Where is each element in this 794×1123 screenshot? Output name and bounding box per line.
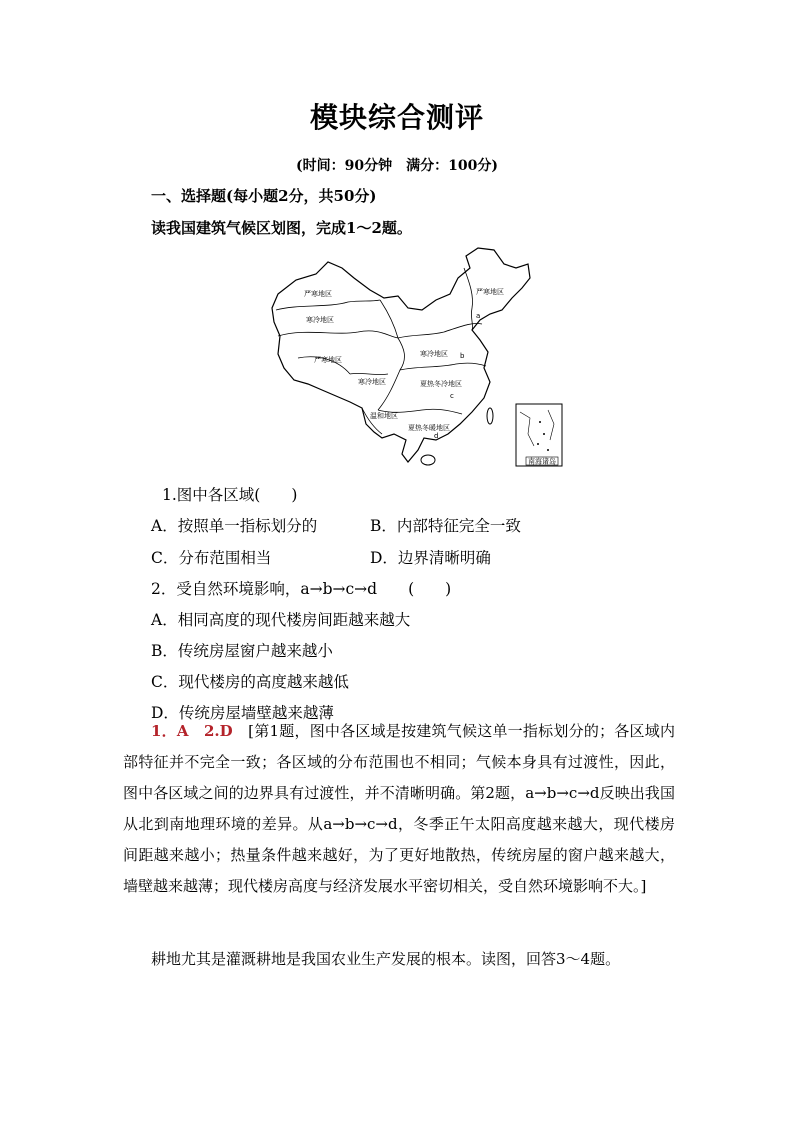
climate-zone-map [258,238,564,470]
zone-label: 寒冷地区 [306,316,334,324]
page-title: 模块综合测评 [309,101,484,134]
q1-option-d: D．边界清晰明确 [370,549,491,567]
q1-option-b: B．内部特征完全一致 [370,517,521,535]
zone-label: 寒冷地区 [358,378,386,386]
answer-key: 1．A 2.D [151,722,233,740]
inset-label: 南海诸岛 [528,457,556,466]
question-intro: 读我国建筑气候区划图，完成1～2题。 [151,219,412,237]
china-outline [272,248,530,462]
point-d: d [434,432,439,440]
hainan-island [421,455,435,465]
zone-label: 寒冷地区 [420,350,448,358]
point-c: c [450,392,454,400]
point-b: b [460,352,465,360]
zone-label: 严寒地区 [304,290,332,298]
next-question-intro: 耕地尤其是灌溉耕地是我国农业生产发展的根本。读图，回答3～4题。 [151,950,621,968]
taiwan-island [487,408,493,424]
answer-explanation [123,716,675,902]
q1-option-a: A．按照单一指标划分的 [151,517,318,535]
zone-label: 夏热冬冷地区 [420,380,462,388]
exam-info: (时间：90分钟 满分：100分) [296,158,498,174]
zone-label: 严寒地区 [476,288,504,296]
zone-label: 夏热冬暖地区 [408,424,450,432]
q2-option-d: D．传统房屋墙壁越来越薄 [151,704,334,722]
zone-label: 温和地区 [370,412,398,420]
q2-option-c: C．现代楼房的高度越来越低 [151,673,349,691]
q1-option-c: C．分布范围相当 [151,549,272,567]
answer-text: [第1题，图中各区域是按建筑气候这单一指标划分的；各区域内部特征并不完全一致；各区域的分布范围也不相同；气候本身具有过渡性，因此，图中各区域之间的边界具有过渡性，并不清晰明确。第2题，a→b→c→d反映出我国从北到南地理环境的差异。从a→b→c→d，冬季正午太阳高度越来越大，现代楼房间距越来越小；热量条件越来越好，为了更好地散热，传统房屋的窗户越来越大，墙壁越来越薄；现代楼房高度与经济发展水平密切相关，受自然环境影响不大。] [123,722,675,895]
section-heading: 一、选择题(每小题2分，共50分) [151,187,377,205]
zone-label: 严寒地区 [314,356,342,364]
q2-option-a: A．相同高度的现代楼房间距越来越大 [151,611,411,629]
q2-option-b: B．传统房屋窗户越来越小 [151,642,333,660]
question-2-stem: 2．受自然环境影响，a→b→c→d ( ) [151,580,452,598]
point-a: a [476,312,481,320]
question-1-stem: 1.图中各区域( ) [162,486,298,504]
